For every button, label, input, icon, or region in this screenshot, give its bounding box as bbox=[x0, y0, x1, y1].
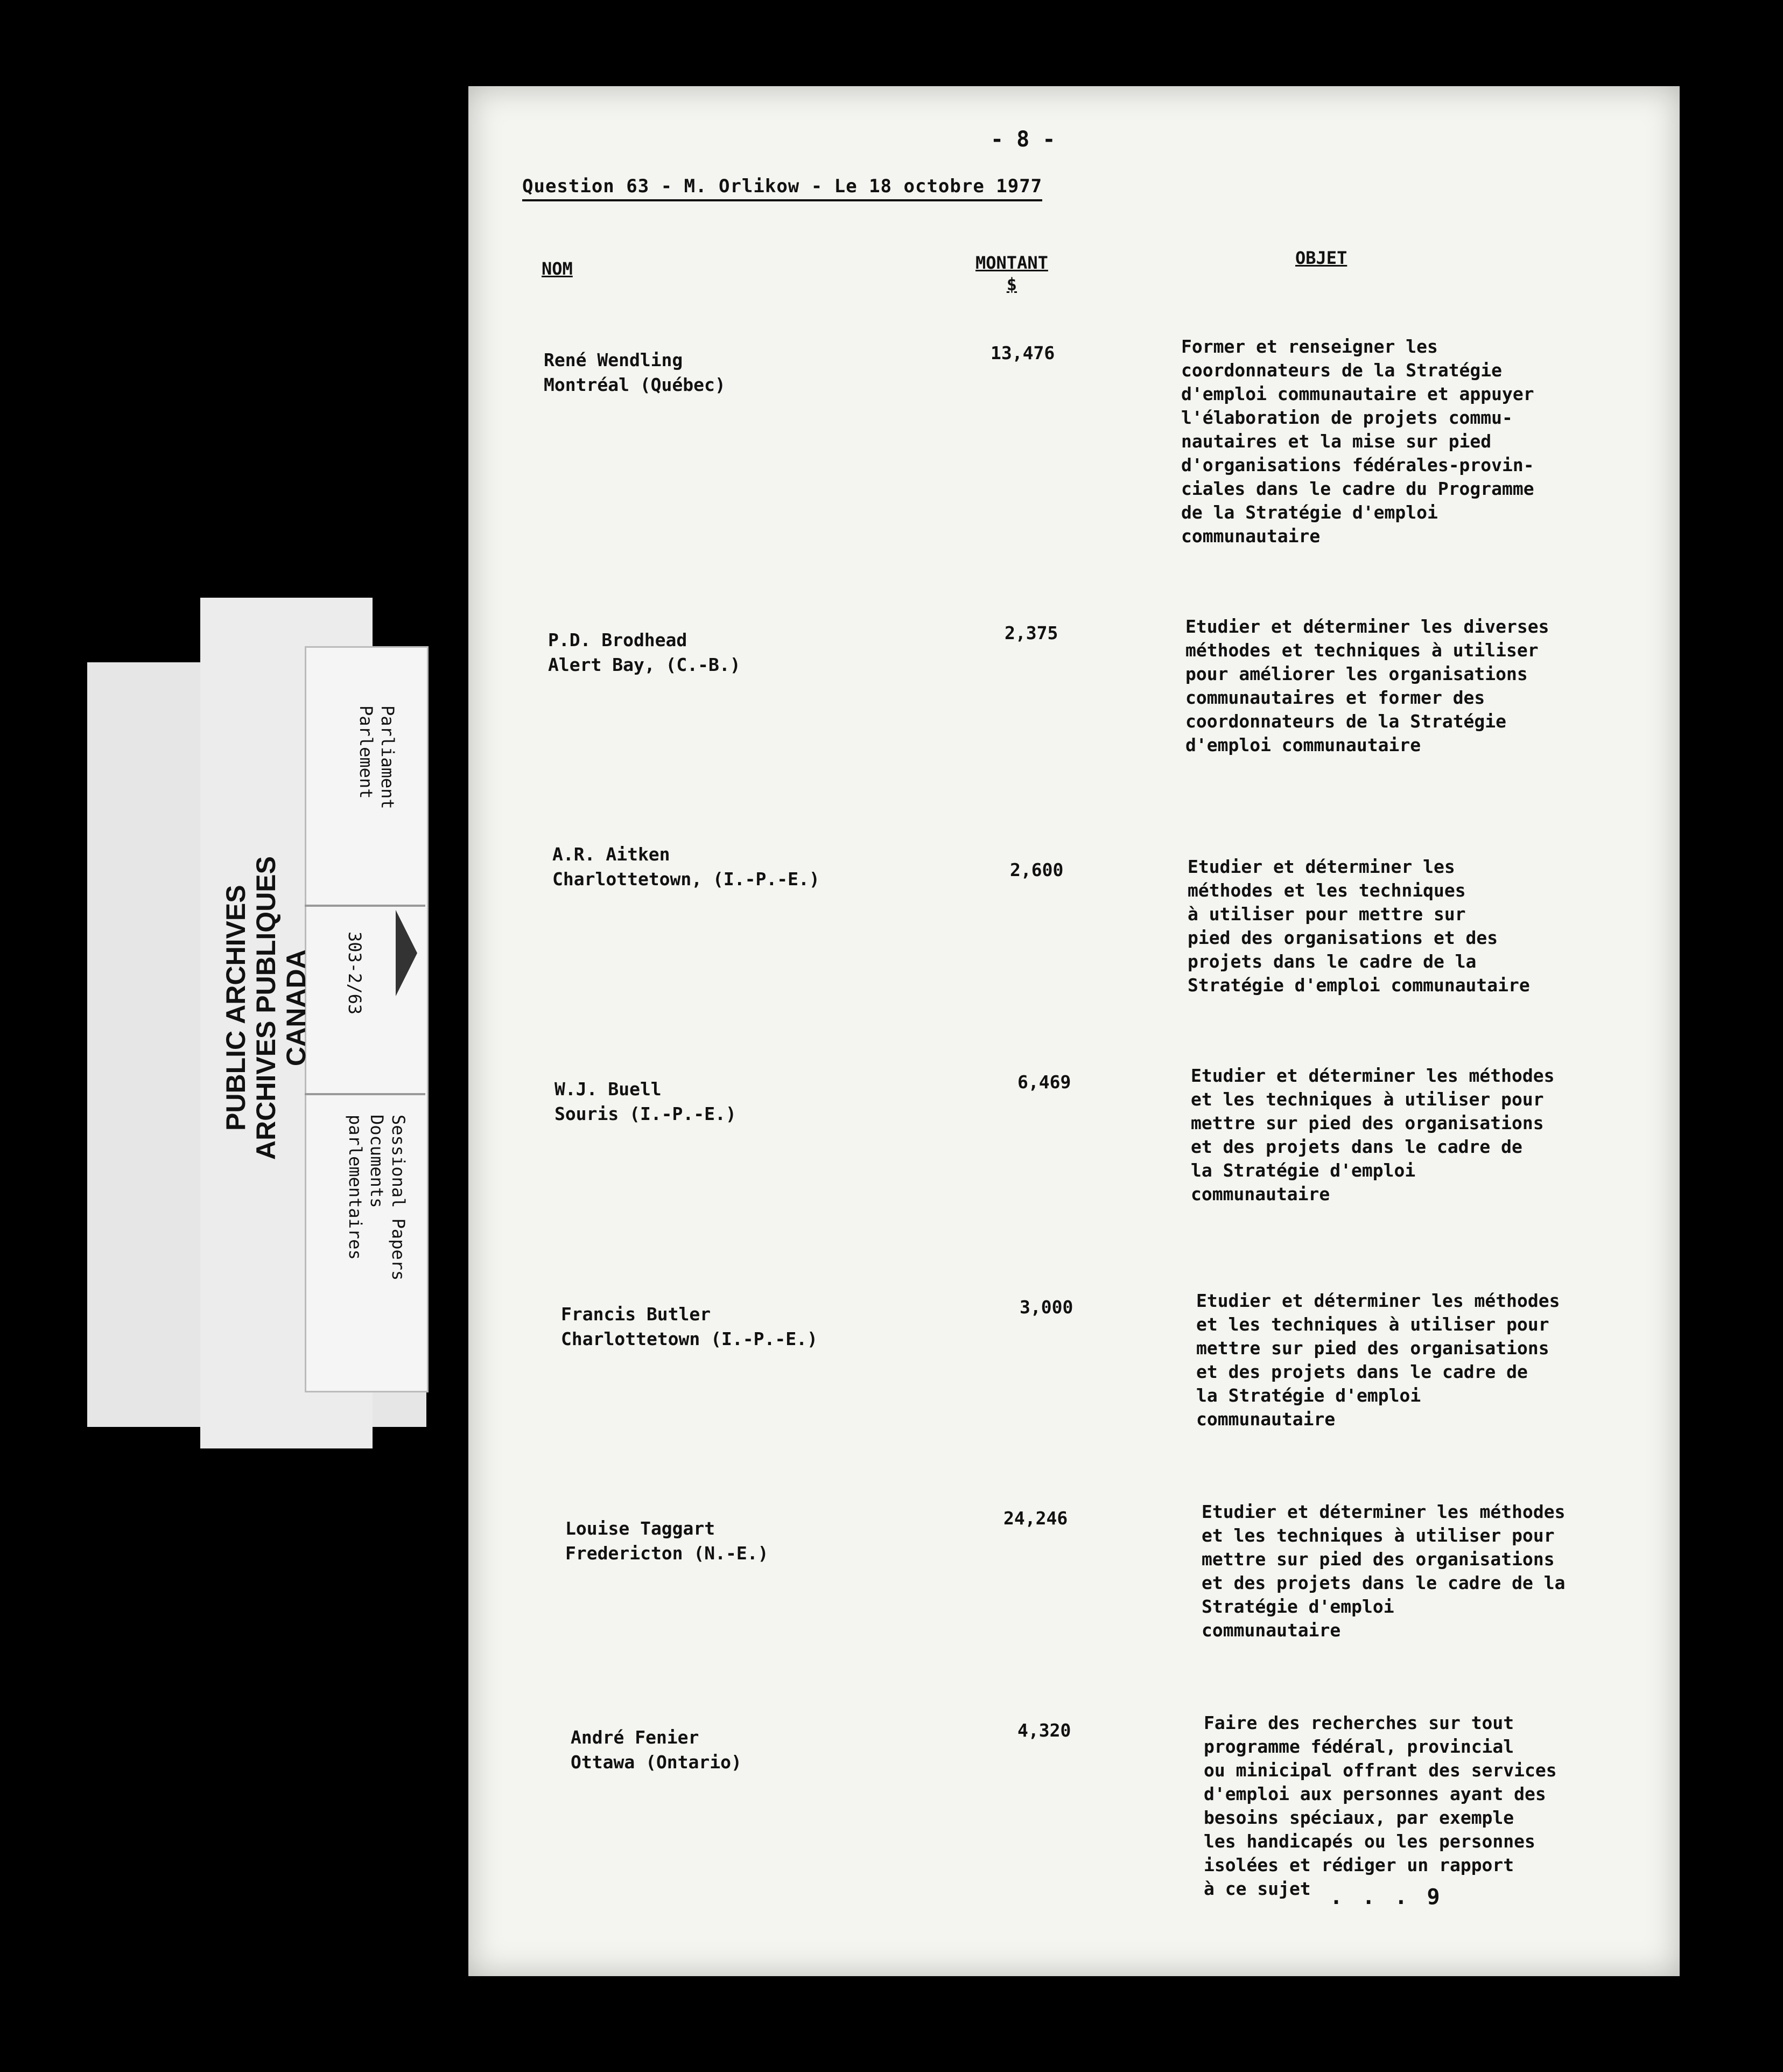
entry-name: Louise Taggart Fredericton (N.-E.) bbox=[565, 1518, 769, 1564]
entry-amount: 6,469 bbox=[1017, 1072, 1071, 1093]
entry-purpose: Faire des recherches sur tout programme fédéral, provincial ou minicipal offrant des services d'emploi aux personnes ayant des besoins spéciaux, par exemple les handicapés ou les personnes isolées et rédiger un rapport à ce sujet bbox=[1204, 1712, 1557, 1899]
column-header-purpose: OBJET bbox=[1295, 248, 1347, 268]
question-heading: Question 63 - M. Orlikow - Le 18 octobre 1977 bbox=[522, 176, 1042, 201]
column-header-amount bbox=[975, 252, 1048, 295]
entry-amount: 13,476 bbox=[991, 342, 1055, 363]
entry-name: René Wendling Montréal (Québec) bbox=[544, 349, 726, 395]
tab-arrow-icon bbox=[396, 910, 417, 996]
entry-amount: 4,320 bbox=[1017, 1720, 1071, 1741]
tab-archives-stamp: PUBLIC ARCHIVES ARCHIVES PUBLIQUES CANADA bbox=[221, 856, 311, 1160]
column-header-name: NOM bbox=[542, 258, 573, 279]
entry-amount: 24,246 bbox=[1003, 1508, 1068, 1529]
entry-name: A.R. Aitken Charlottetown, (I.-P.-E.) bbox=[552, 844, 820, 890]
page-number: - 8 - bbox=[991, 127, 1056, 152]
entry-name: P.D. Brodhead Alert Bay, (C.-B.) bbox=[548, 629, 741, 675]
entry-name: Francis Butler Charlottetown (I.-P.-E.) bbox=[561, 1304, 818, 1349]
entry-amount: 2,600 bbox=[1010, 859, 1064, 880]
tab-parliament-label: Parliament Parlement bbox=[356, 705, 398, 809]
entry-amount: 3,000 bbox=[1020, 1297, 1073, 1318]
entry-name: W.J. Buell Souris (I.-P.-E.) bbox=[554, 1079, 736, 1124]
amount-header-unit: $ bbox=[1006, 274, 1017, 295]
entry-name: André Fenier Ottawa (Ontario) bbox=[571, 1727, 742, 1773]
tab-divider bbox=[305, 1093, 425, 1095]
amount-header-label: MONTANT bbox=[975, 253, 1048, 273]
entry-purpose: Etudier et déterminer les méthodes et les techniques à utiliser pour mettre sur pied des organisations et des projets dans le cadre de la Stratégie d'emploi communautaire bbox=[1188, 856, 1530, 996]
tab-sessional-label: Sessional Papers Documents parlementaires bbox=[345, 1115, 409, 1281]
entry-purpose: Etudier et déterminer les diverses méthodes et techniques à utiliser pour améliorer les organisations communautaires et former des coordonnateurs de la Stratégie d'emploi communautaire bbox=[1185, 616, 1549, 755]
entry-purpose: Former et renseigner les coordonnateurs de la Stratégie d'emploi communautaire et appuyer l'élaboration de projets commu- nautaires et la mise sur pied d'organisations fédérales-provin- ciales dans le cadre du Programme de la Stratégie d'emploi communautaire bbox=[1181, 336, 1534, 547]
entry-purpose: Etudier et déterminer les méthodes et les techniques à utiliser pour mettre sur pied des organisations et des projets dans le cadre de la Stratégie d'emploi communautaire bbox=[1202, 1501, 1566, 1641]
entry-purpose: Etudier et déterminer les méthodes et les techniques à utiliser pour mettre sur pied des organisations et des projets dans le cadre de la Stratégie d'emploi communautaire bbox=[1196, 1290, 1560, 1430]
entry-amount: 2,375 bbox=[1005, 622, 1058, 643]
continuation-marker: . . . 9 bbox=[1330, 1885, 1443, 1909]
entry-purpose: Etudier et déterminer les méthodes et les techniques à utiliser pour mettre sur pied des organisations et des projets dans le cadre de la Stratégie d'emploi communautaire bbox=[1191, 1065, 1555, 1205]
tab-divider bbox=[305, 905, 425, 907]
tab-document-number: 303-2/63 bbox=[345, 932, 365, 1015]
